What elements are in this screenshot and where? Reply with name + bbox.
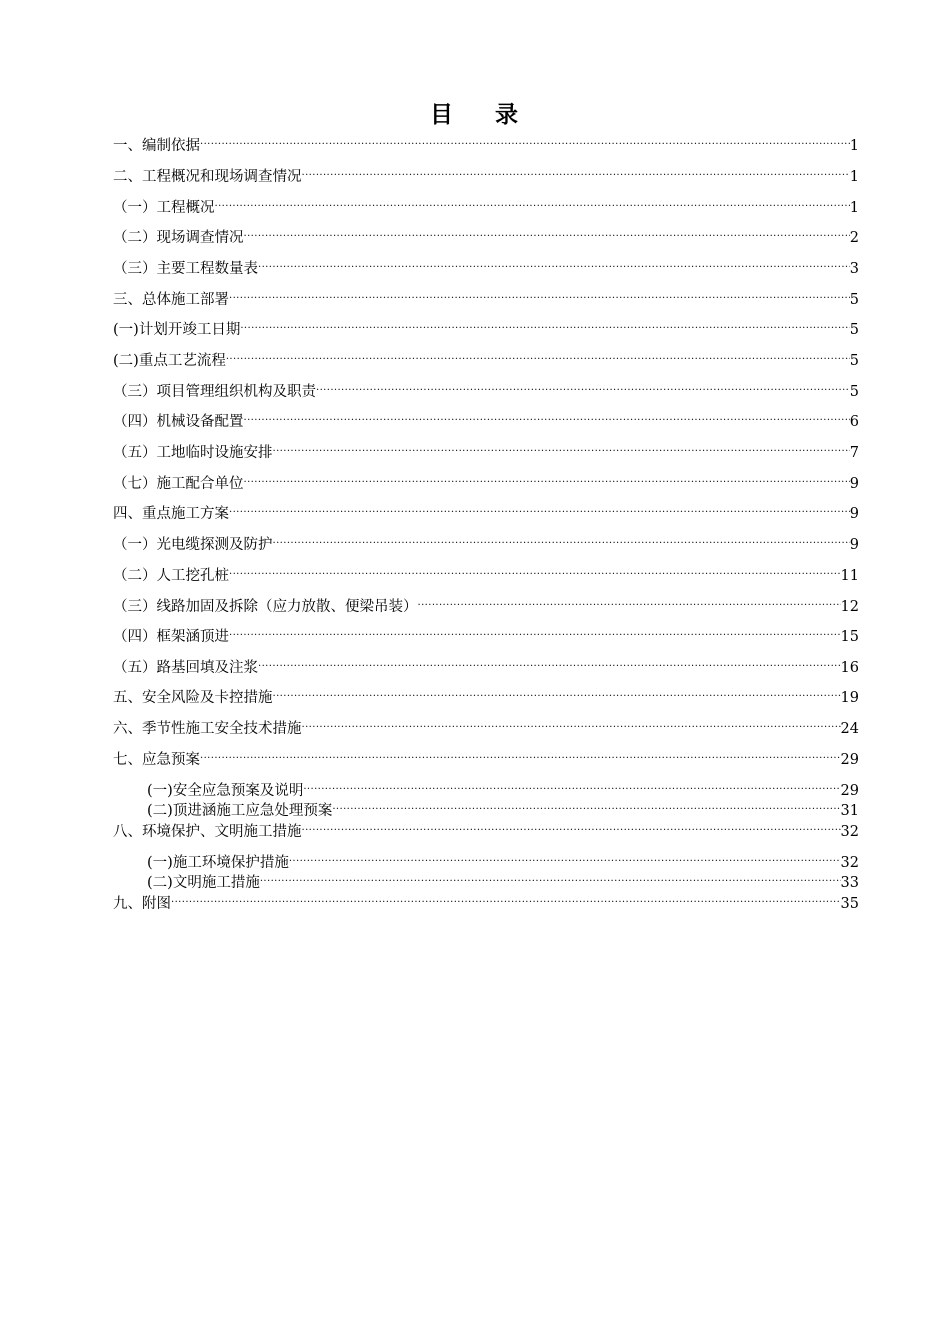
toc-page-number: 3	[849, 261, 859, 277]
toc-page-number: 7	[849, 445, 859, 461]
toc-page-number: 5	[849, 353, 859, 369]
toc-entry-text: （一）工程概况	[113, 200, 215, 216]
toc-entry[interactable]	[147, 795, 859, 819]
toc-leader-dots	[171, 888, 841, 908]
toc-entry-text: （四）机械设备配置	[113, 414, 244, 430]
toc-leader-dots	[302, 713, 841, 733]
toc-entry[interactable]	[113, 498, 859, 522]
toc-entry[interactable]	[113, 888, 859, 912]
toc-page-number: 11	[840, 568, 859, 584]
toc-entry-text: （四）框架涵顶进	[113, 629, 229, 645]
toc-entry[interactable]	[113, 621, 859, 645]
toc-entry[interactable]	[113, 560, 859, 584]
toc-entry[interactable]	[113, 682, 859, 706]
toc-page-number: 5	[849, 322, 859, 338]
toc-leader-dots	[258, 652, 841, 672]
toc-entry-text: （二）人工挖孔桩	[113, 568, 229, 584]
toc-entry-text: （二）现场调查情况	[113, 230, 244, 246]
toc-page-number: 31	[840, 803, 859, 819]
toc-entry-text: 五、安全风险及卡控措施	[113, 690, 273, 706]
toc-page-number: 12	[840, 599, 859, 615]
toc-leader-dots	[229, 284, 850, 304]
toc-entry[interactable]	[113, 376, 859, 400]
toc-leader-dots	[226, 345, 850, 365]
toc-entry-text: (一)计划开竣工日期	[113, 322, 241, 338]
toc-entry[interactable]	[113, 192, 859, 216]
toc-entry-text: 七、应急预案	[113, 752, 200, 768]
toc-entry-text: （三）项目管理组织机构及职责	[113, 384, 316, 400]
toc-page-number: 9	[849, 476, 859, 492]
toc-entry-text: （一）光电缆探测及防护	[113, 537, 273, 553]
toc-entry[interactable]	[113, 345, 859, 369]
toc-entry-text: 一、编制依据	[113, 138, 200, 154]
toc-entry-text: 九、附图	[113, 896, 171, 912]
toc-entry[interactable]	[113, 529, 859, 553]
toc-entry-text: （三）线路加固及拆除（应力放散、便梁吊装）	[113, 599, 418, 615]
toc-leader-dots	[258, 253, 850, 273]
toc-entry[interactable]	[113, 437, 859, 461]
toc-leader-dots	[316, 376, 850, 396]
toc-page-number: 9	[849, 537, 859, 553]
toc-page-number: 19	[840, 690, 859, 706]
toc-leader-dots	[229, 621, 841, 641]
toc-entry-text: (一)施工环境保护措施	[147, 855, 289, 871]
toc-entry-text: (二)重点工艺流程	[113, 353, 226, 369]
toc-leader-dots	[273, 437, 850, 457]
toc-page-number: 29	[840, 783, 859, 799]
toc-page-number: 32	[840, 824, 859, 840]
toc-page-number: 1	[849, 200, 859, 216]
toc-page-number: 15	[840, 629, 859, 645]
toc-entry-text: (二)顶进涵施工应急处理预案	[147, 803, 333, 819]
toc-page-number: 5	[849, 292, 859, 308]
toc-page-number: 5	[849, 384, 859, 400]
toc-leader-dots	[215, 192, 850, 212]
toc-entry[interactable]	[113, 652, 859, 676]
toc-entry[interactable]	[113, 744, 859, 768]
toc-page-number: 1	[849, 169, 859, 185]
toc-leader-dots	[273, 682, 841, 702]
toc-entry[interactable]	[147, 775, 859, 799]
toc-entry[interactable]	[113, 284, 859, 308]
toc-leader-dots	[200, 130, 850, 150]
toc-leader-dots	[273, 529, 850, 549]
toc-leader-dots	[229, 498, 850, 518]
toc-page-number: 1	[849, 138, 859, 154]
toc-leader-dots	[244, 406, 850, 426]
toc-entry[interactable]	[113, 130, 859, 154]
toc-page-number: 35	[840, 896, 859, 912]
toc-leader-dots	[229, 560, 841, 580]
toc-entry-text: （五）路基回填及注浆	[113, 660, 258, 676]
toc-page-number: 29	[840, 752, 859, 768]
toc-entry[interactable]	[113, 406, 859, 430]
toc-page-number: 33	[840, 875, 859, 891]
toc-leader-dots	[289, 847, 841, 867]
toc-entry[interactable]	[113, 816, 859, 840]
toc-entry[interactable]	[147, 847, 859, 871]
toc-leader-dots	[244, 468, 850, 488]
toc-entry-text: （五）工地临时设施安排	[113, 445, 273, 461]
toc-entry[interactable]	[113, 591, 859, 615]
toc-entry-text: (一)安全应急预案及说明	[147, 783, 304, 799]
toc-entry-text: 二、工程概况和现场调查情况	[113, 169, 302, 185]
toc-page-number: 2	[849, 230, 859, 246]
toc-page-number: 16	[840, 660, 859, 676]
toc-page-number: 32	[840, 855, 859, 871]
toc-entry-text: 六、季节性施工安全技术措施	[113, 721, 302, 737]
toc-entry[interactable]	[113, 713, 859, 737]
toc-entry[interactable]	[113, 314, 859, 338]
toc-entry[interactable]	[113, 222, 859, 246]
toc-entry[interactable]	[147, 867, 859, 891]
toc-entry[interactable]	[113, 468, 859, 492]
toc-page-number: 9	[849, 506, 859, 522]
toc-leader-dots	[303, 775, 840, 795]
toc-entry-text: 三、总体施工部署	[113, 292, 229, 308]
toc-page-number: 24	[840, 721, 859, 737]
toc-leader-dots	[332, 795, 840, 815]
toc-entry-text: (二)文明施工措施	[147, 875, 260, 891]
toc-entry[interactable]	[113, 161, 859, 185]
toc-leader-dots	[302, 816, 841, 836]
toc-leader-dots	[302, 161, 850, 181]
toc-entry-text: （三）主要工程数量表	[113, 261, 258, 277]
toc-entry-text: 四、重点施工方案	[113, 506, 229, 522]
toc-entry-text: 八、环境保护、文明施工措施	[113, 824, 302, 840]
toc-leader-dots	[200, 744, 841, 764]
toc-leader-dots	[260, 867, 841, 887]
toc-entry-text: （七）施工配合单位	[113, 476, 244, 492]
toc-title: 目 录	[429, 101, 521, 128]
toc-leader-dots	[244, 222, 850, 242]
toc-entry[interactable]	[113, 253, 859, 277]
toc-leader-dots	[418, 591, 841, 611]
toc-leader-dots	[240, 314, 849, 334]
toc-page-number: 6	[849, 414, 859, 430]
